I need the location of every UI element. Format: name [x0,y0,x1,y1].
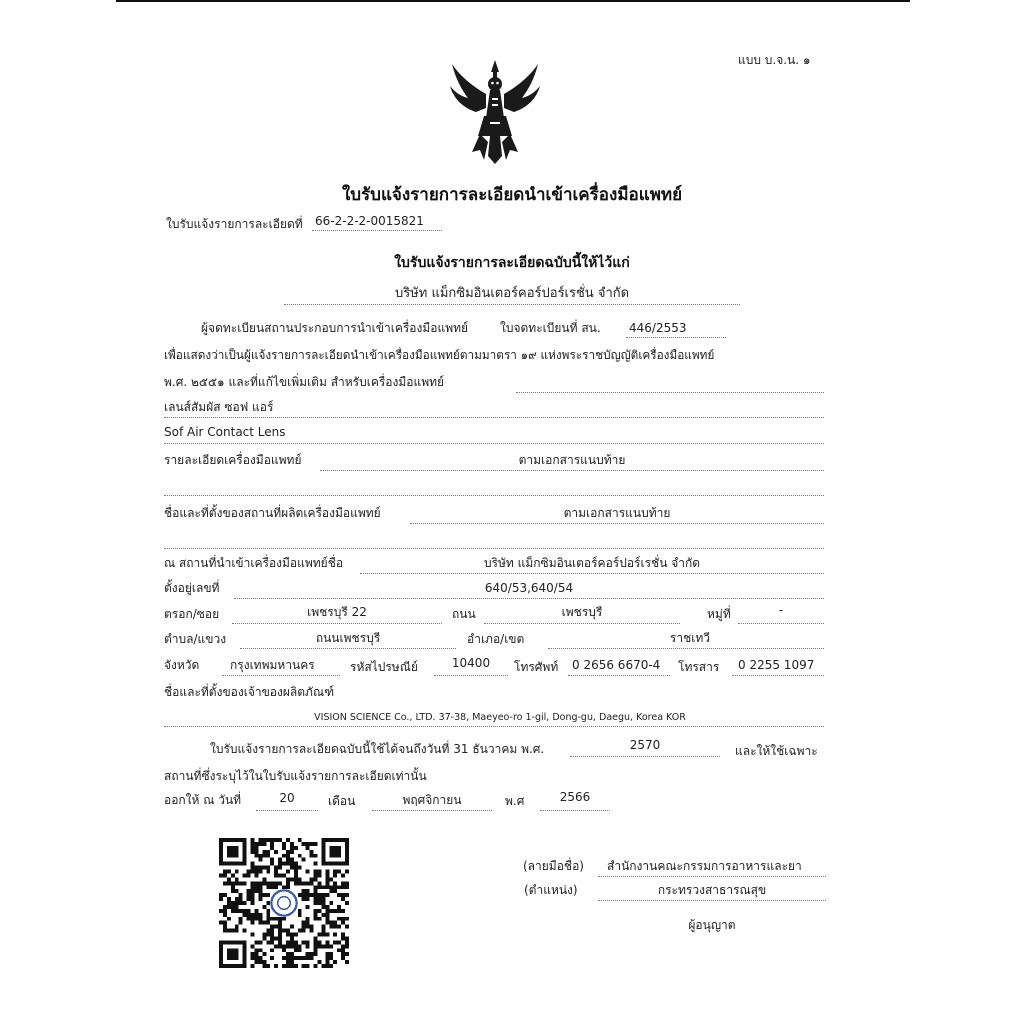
province-label: จังหวัด [164,658,200,672]
device-detail-line [320,470,824,471]
statement-line-2: พ.ศ. ๒๕๕๑ และที่แก้ไขเพิ่มเติม สำหรับเครื่องมือแพทย์ [164,375,445,389]
device-name-thai-line [164,417,824,418]
moo-label: หมู่ที่ [707,607,731,621]
position-line [598,900,826,901]
reference-label: ใบรับแจ้งรายการละเอียดที่ [166,217,303,231]
manufacturer-site-label: ชื่อและที่ตั้งของสถานที่ผลิตเครื่องมือแพทย์ [164,506,381,520]
road-line [484,623,680,624]
validity-year-line [570,756,720,757]
company-name: บริษัท แม็กซิมอินเตอร์คอร์ปอร์เรชั่น จำกัด [394,286,630,301]
form-code: แบบ บ.จ.น. ๑ [738,53,811,67]
manufacturer-site-line [410,523,824,524]
postcode-value: 10400 [451,656,491,670]
device-detail-line-2 [164,495,824,496]
issued-to-heading: ใบรับแจ้งรายการละเอียดฉบับนี้ให้ไว้แก่ [394,255,630,271]
reference-line [312,230,442,231]
phone-line [568,675,670,676]
issued-label: ออกให้ ณ วันที่ [164,793,242,807]
issued-year: 2566 [559,790,591,804]
garuda-emblem-icon [446,56,544,166]
address-line [234,598,824,599]
issued-month: พฤศจิกายน [402,793,462,807]
validity-text: ใบรับแจ้งรายการละเอียดฉบับนี้ใช้ได้จนถึงวันที่ 31 ธันวาคม พ.ศ. [210,742,545,756]
province-value: กรุงเทพมหานคร [230,658,315,672]
import-site-label: ณ สถานที่นำเข้าเครื่องมือแพทย์ชื่อ [164,556,344,570]
subdistrict-label: ตำบล/แขวง [164,632,227,646]
postcode-line [434,675,508,676]
validity-year: 2570 [629,738,661,752]
fax-label: โทรสาร [678,660,720,674]
moo-line [738,623,824,624]
device-detail-label: รายละเอียดเครื่องมือแพทย์ [164,453,302,467]
fax-value: 0 2255 1097 [738,658,815,672]
road-label: ถนน [452,607,476,621]
soi-label: ตรอก/ซอย [164,607,220,621]
qr-code-icon [219,838,349,968]
soi-value: เพชรบุรี 22 [307,605,367,619]
import-site-value: บริษัท แม็กซิมอินเตอร์คอร์ปอร์เรชั่น จำกัด [483,556,701,570]
subdistrict-line [240,648,456,649]
document-title: ใบรับแจ้งรายการละเอียดนำเข้าเครื่องมือแพทย์ [341,185,683,205]
company-line [284,304,740,305]
address-value: 640/53,640/54 [484,581,574,595]
district-line [548,648,824,649]
validity-line-2: สถานที่ซึ่งระบุไว้ในใบรับแจ้งรายการละเอียดเท่านั้น [164,769,427,783]
signature-line [598,876,826,877]
owner-line [164,726,824,727]
license-number: 446/2553 [629,321,687,335]
fax-line [732,675,824,676]
device-name-english: Sof Air Contact Lens [164,425,286,439]
device-name-english-line [164,443,824,444]
issued-month-line [372,810,492,811]
issued-year-line [540,810,610,811]
owner-value: VISION SCIENCE Co., LTD. 37-38, Maeyeo-ro 1-gil, Dong-gu, Daegu, Korea KOR [314,712,686,723]
reference-number: 66-2-2-2-0015821 [315,214,424,228]
statement-line [516,392,824,393]
moo-value: - [778,603,784,617]
district-label: อำเภอ/เขต [467,632,525,646]
licensee-text: ผู้จดทะเบียนสถานประกอบการนำเข้าเครื่องมือแพทย์ [201,321,469,335]
position-value: กระทรวงสาธารณสุข [657,883,767,897]
owner-label: ชื่อและที่ตั้งของเจ้าของผลิตภัณฑ์ [164,685,335,699]
authorizer: ผู้อนุญาต [688,918,736,932]
postcode-label: รหัสไปรษณีย์ [350,660,418,674]
manufacturer-site-value: ตามเอกสารแนบท้าย [563,506,671,520]
manufacturer-site-line-2 [164,548,824,549]
signature-value: สำนักงานคณะกรรมการอาหารและยา [607,859,802,873]
address-label: ตั้งอยู่เลขที่ [164,581,220,595]
license-line [626,337,726,338]
device-name-thai: เลนส์สัมผัส ซอฟ แอร์ [164,400,274,414]
signature-label: (ลายมือชื่อ) [523,859,584,873]
road-value: เพชรบุรี [561,605,603,619]
issued-day-line [256,810,318,811]
district-value: ราชเทวี [669,631,710,645]
issued-day: 20 [279,791,295,805]
device-detail-value: ตามเอกสารแนบท้าย [518,453,626,467]
province-line [222,675,340,676]
soi-line [232,623,442,624]
year-label: พ.ศ [505,794,525,808]
subdistrict-value: ถนนเพชรบุรี [315,631,381,645]
phone-value: 0 2656 6670-4 [572,658,661,672]
license-label: ใบจดทะเบียนที่ สน. [500,321,601,335]
import-site-line [360,573,824,574]
month-label: เดือน [328,794,356,808]
statement-line-1: เพื่อแสดงว่าเป็นผู้แจ้งรายการละเอียดนำเข้าเครื่องมือแพทย์ตามมาตรา ๑๙ แห่งพระราชบัญญัติเครื่องมือแพทย์ [164,348,715,362]
phone-label: โทรศัพท์ [514,660,559,674]
position-label: (ตำแหน่ง) [524,883,578,897]
top-border [116,0,910,2]
validity-suffix: และให้ใช้เฉพาะ [735,744,818,758]
